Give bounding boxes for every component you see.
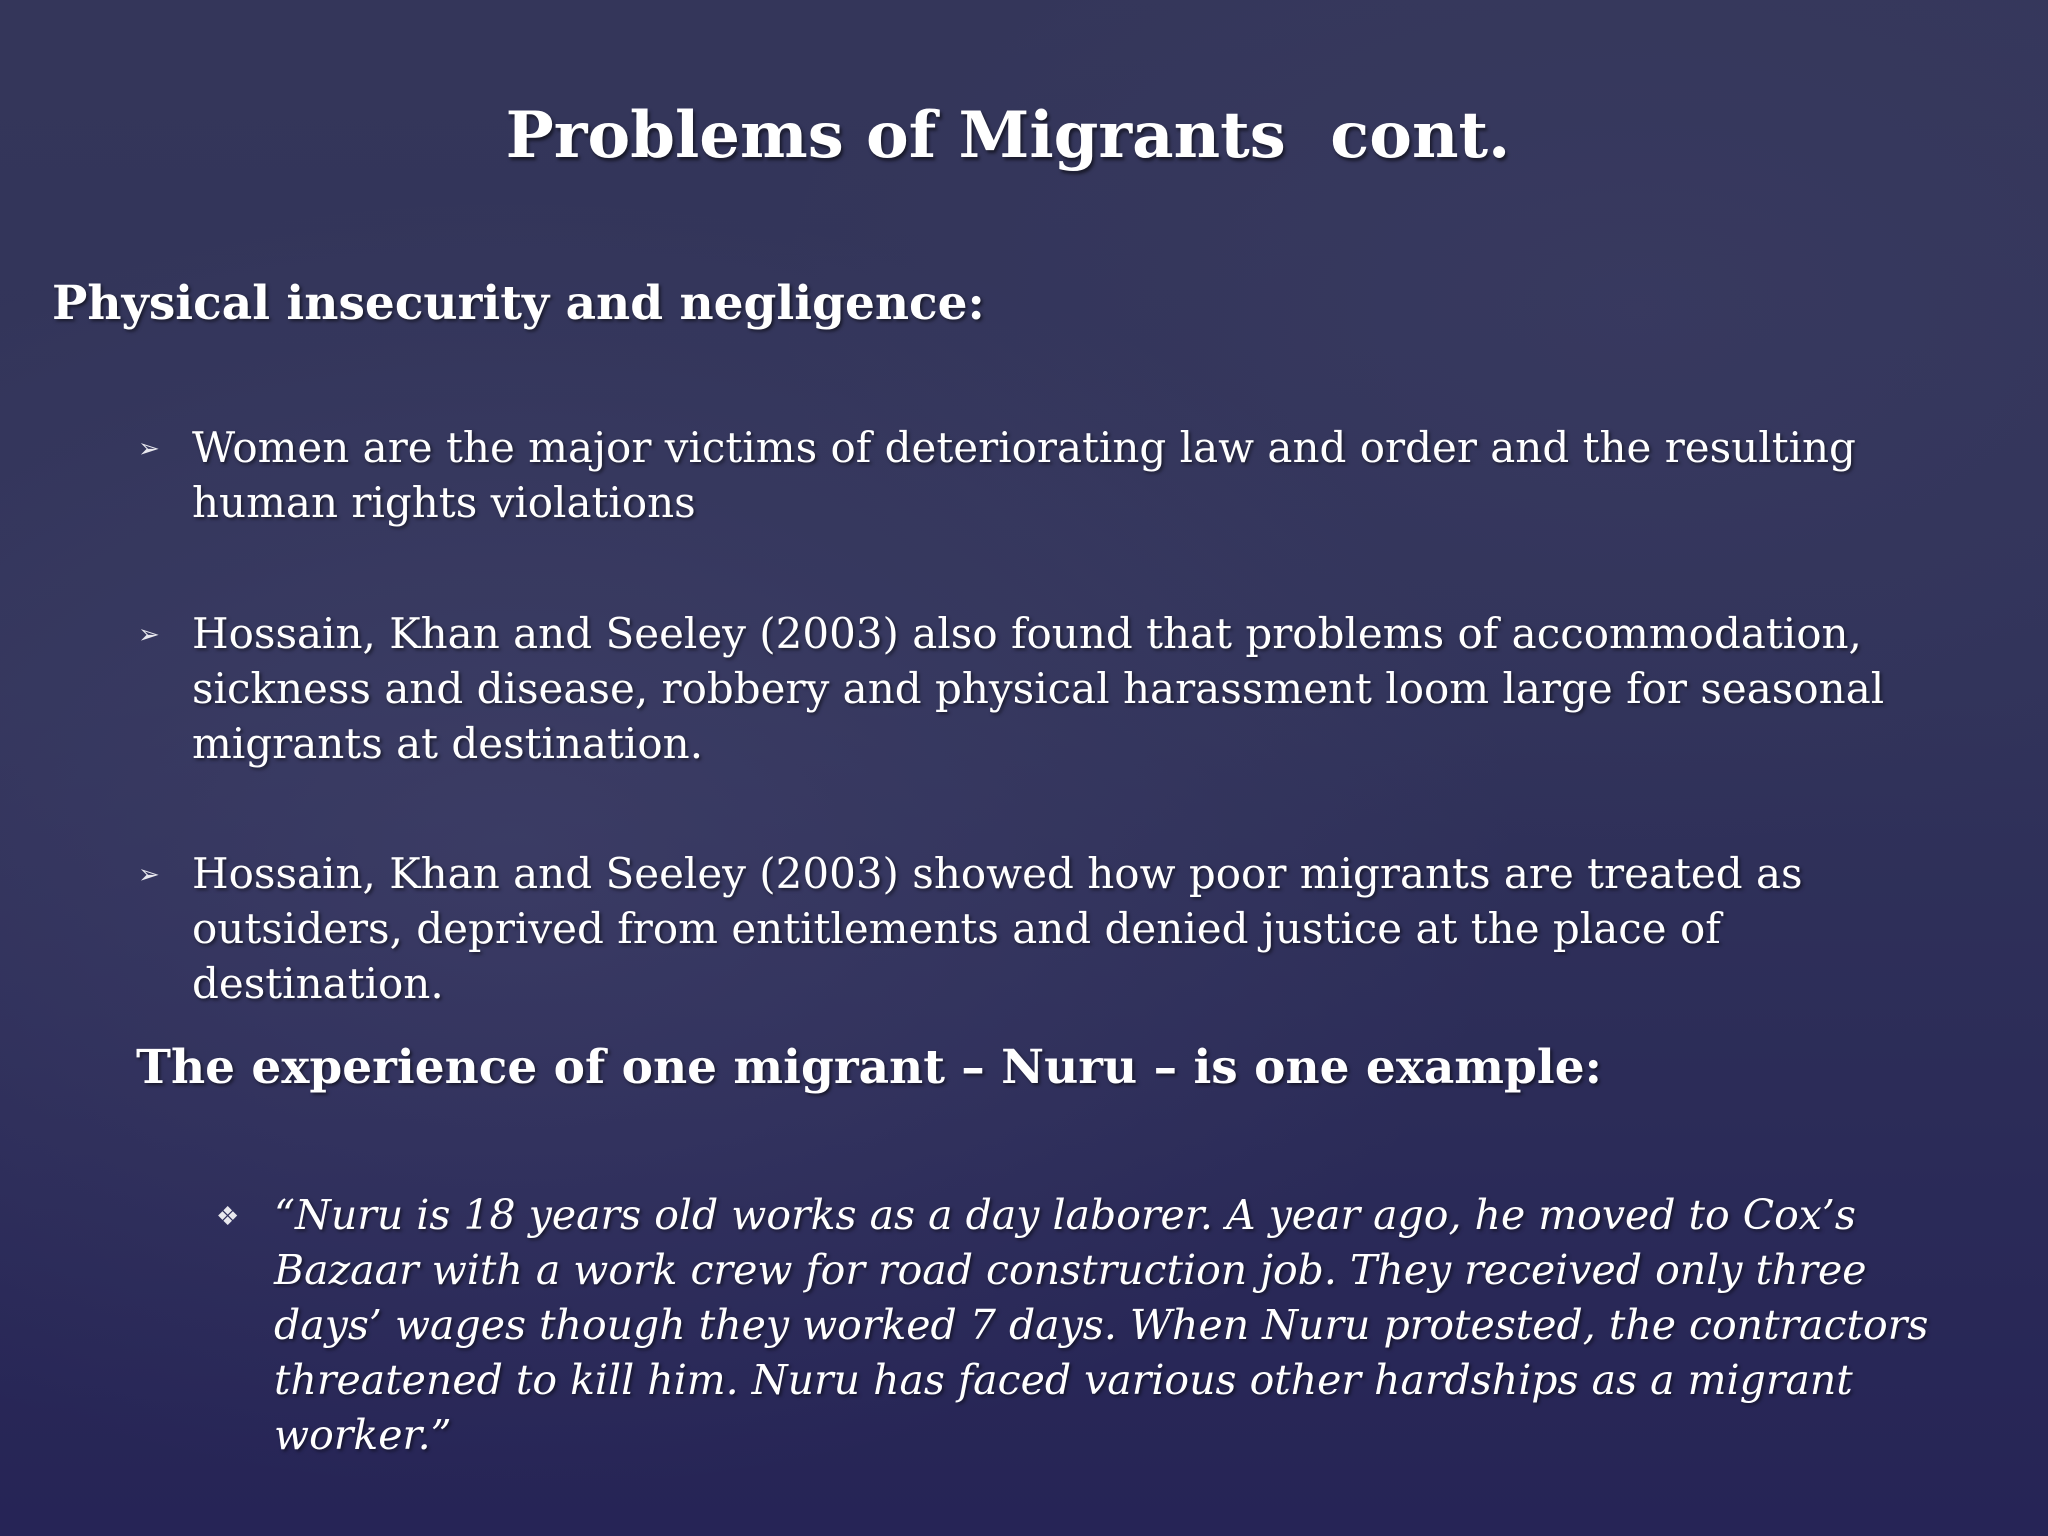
quote-item (216, 1188, 1986, 1463)
quote-text: “Nuru is 18 years old works as a day laborer. A year ago, he moved to Cox’s Bazaar with a work crew for road construction job. They received only three days’ wages though they worked 7 days. When Nuru protested, the contractors threatened to kill him. Nuru has faced various other hardships as a migrant worker.” (274, 1191, 1929, 1459)
arrowhead-bullet-icon: ➢ (138, 434, 160, 464)
bullet-item (138, 420, 1958, 530)
arrowhead-bullet-icon: ➢ (138, 620, 160, 650)
section-heading-nuru-example: The experience of one migrant – Nuru – is one example: (136, 1040, 1602, 1095)
bullet-text: Hossain, Khan and Seeley (2003) showed how poor migrants are treated as outsiders, deprived from entitlements and denied justice at the place of destination. (192, 849, 1803, 1008)
slide-title: Problems of Migrants cont. (505, 98, 1511, 173)
arrowhead-bullet-icon: ➢ (138, 860, 160, 890)
section-heading-physical-insecurity: Physical insecurity and negligence: (52, 276, 985, 331)
bullet-item (138, 846, 1958, 1011)
bullet-item (138, 606, 1958, 771)
diamond-bullet-icon: ❖ (216, 1202, 240, 1232)
bullet-text: Hossain, Khan and Seeley (2003) also found that problems of accommodation, sickness and disease, robbery and physical harassment loom large for seasonal migrants at destination. (192, 609, 1885, 768)
bullet-text: Women are the major victims of deteriorating law and order and the resulting human rights violations (192, 423, 1856, 527)
